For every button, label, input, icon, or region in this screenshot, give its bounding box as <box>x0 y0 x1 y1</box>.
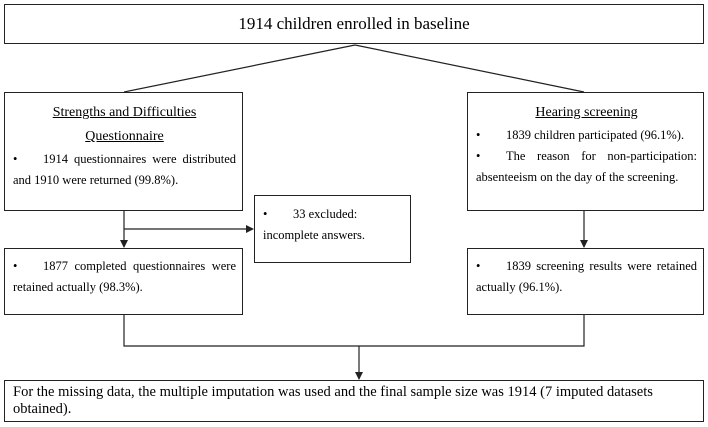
bullet-icon: • <box>476 259 481 273</box>
connector-to-hearing <box>355 45 584 92</box>
hearing-item <box>476 125 697 146</box>
sdq-retained-box <box>4 248 243 315</box>
excluded-box <box>254 195 411 263</box>
sdq-title-line2: Questionnaire <box>85 129 164 144</box>
bullet-icon: • <box>13 152 18 166</box>
sdq-retained-item <box>13 256 236 298</box>
sdq-item-text: 1914 questionnaires were distributed and 1910 were returned (99.8%). <box>13 152 236 187</box>
excluded-text: 33 excluded: incomplete answers. <box>263 207 366 242</box>
hearing-retained-box <box>467 248 704 315</box>
merge-connector <box>124 315 584 346</box>
baseline-box <box>4 4 704 44</box>
bullet-icon: • <box>476 128 481 142</box>
baseline-text: 1914 children enrolled in baseline <box>238 14 470 33</box>
hearing-title: Hearing screening <box>535 105 638 120</box>
hearing-item-text: 1839 children participated (96.1%). <box>506 128 685 142</box>
hearing-retained-item <box>476 256 697 298</box>
hearing-retained-text: 1839 screening results were retained actually (96.1%). <box>476 259 697 294</box>
sdq-item <box>13 149 236 191</box>
sdq-title-line1: Strengths and Difficulties <box>52 105 197 120</box>
bullet-icon: • <box>13 259 18 273</box>
bullet-icon: • <box>263 207 268 221</box>
connector-to-sdq <box>124 45 355 92</box>
final-text: For the missing data, the multiple imputation was used and the final sample size was 1914 (7 imputed datasets obtained). <box>13 384 653 417</box>
hearing-item-text: The reason for non-participation: absenteeism on the day of the screening. <box>476 149 697 184</box>
bullet-icon: • <box>476 149 481 163</box>
hearing-item <box>476 146 697 188</box>
sdq-box <box>4 92 243 211</box>
final-box <box>4 380 704 422</box>
excluded-item <box>263 204 404 246</box>
hearing-box <box>467 92 704 211</box>
sdq-retained-text: 1877 completed questionnaires were retained actually (98.3%). <box>13 259 236 294</box>
